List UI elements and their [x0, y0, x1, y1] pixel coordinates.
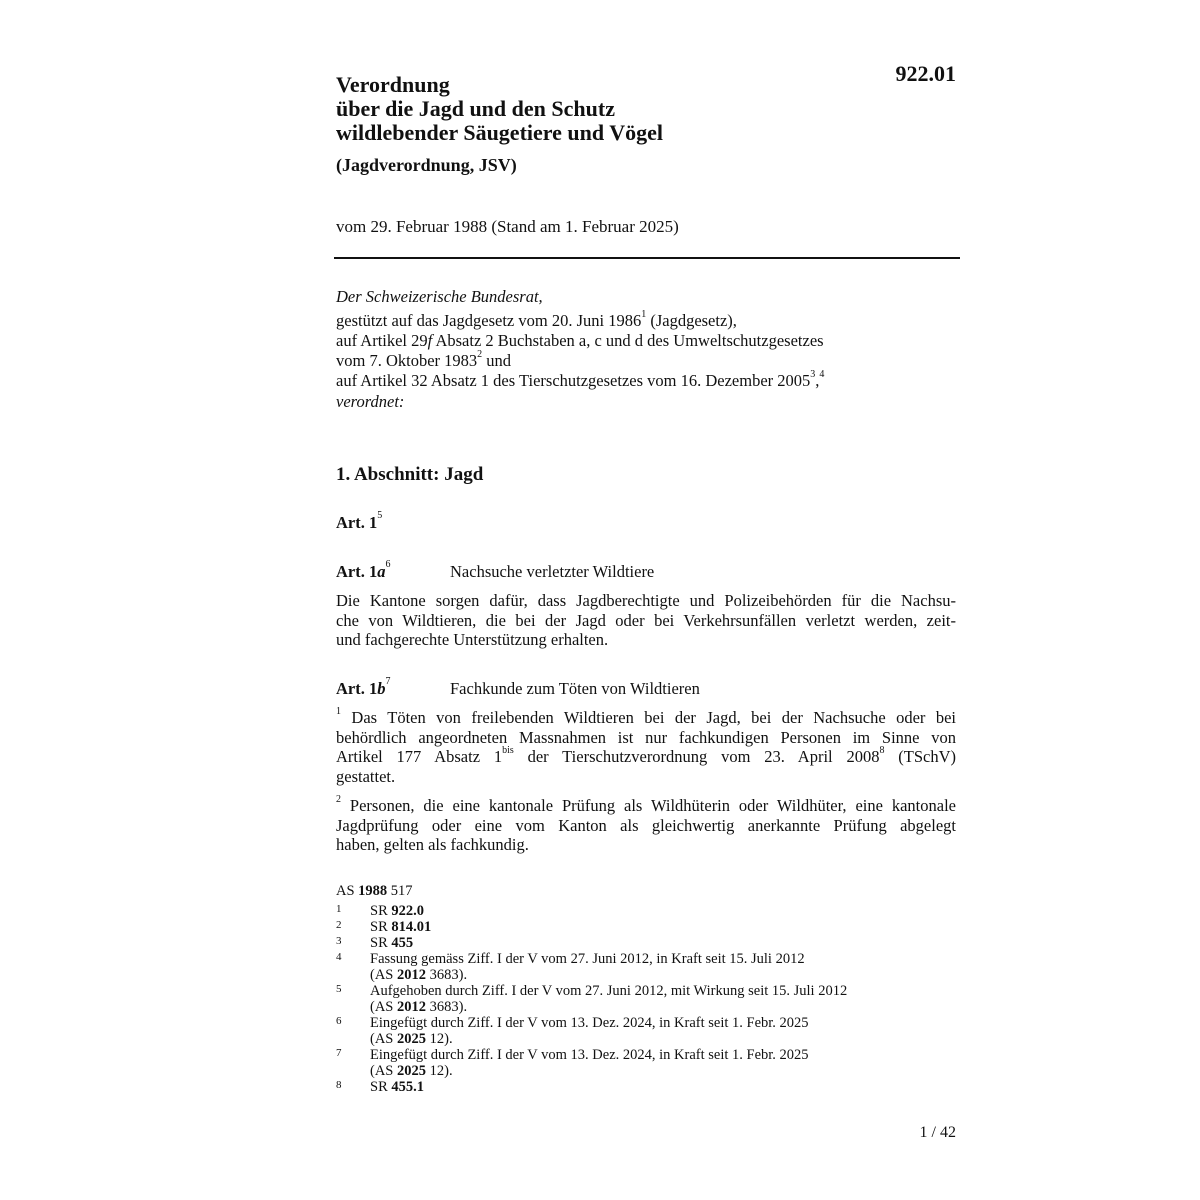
footnote-number: 3	[336, 935, 342, 947]
footnote	[336, 935, 956, 951]
preamble-text: auf Artikel 32 Absatz 1 des Tierschutzgesetzes vom 16. Dezember 2005	[336, 371, 811, 390]
footnote	[336, 903, 956, 919]
footnote-ref[interactable]: 4	[819, 369, 825, 380]
footnote-text	[370, 951, 805, 983]
footnote-text-bold[interactable]: 455.1	[391, 1079, 424, 1095]
paragraph-text-sup: bis	[502, 745, 514, 757]
article-label: Art. 1	[336, 562, 378, 581]
section-heading: 1. Abschnitt: Jagd	[336, 464, 484, 485]
title-line: wildlebender Säugetiere und Vögel	[336, 120, 663, 145]
article-heading	[336, 678, 700, 700]
paragraph-number: 2	[336, 794, 341, 805]
short-title: (Jagdverordnung, JSV)	[336, 155, 517, 175]
source-prefix: AS	[336, 883, 359, 899]
footnote-text-bold[interactable]: 814.01	[391, 919, 432, 935]
paragraph-line: haben, gelten als fachkundig.	[336, 835, 529, 855]
footnote-text	[370, 983, 847, 1015]
footnote-text-part: 3683).	[426, 967, 468, 983]
article-number	[336, 678, 450, 700]
footnote-text-part: (AS	[370, 1031, 397, 1047]
footnote-text-part: (AS	[370, 967, 397, 983]
paragraph-line	[336, 747, 956, 767]
paragraph-number: 1	[336, 706, 341, 717]
footnote-number: 7	[336, 1047, 342, 1059]
article-label: Art. 1	[336, 679, 378, 698]
footnote-text	[370, 1047, 809, 1079]
paragraph-text: Das Töten von freilebenden Wildtieren bei der Jagd, bei der Nachsuche oder bei	[341, 708, 956, 727]
preamble-line	[336, 351, 956, 371]
footnote-text-bold[interactable]: 2025	[397, 1031, 426, 1047]
preamble-text-italic: f	[427, 331, 433, 350]
footnote-text	[370, 903, 424, 919]
page-number: 1 / 42	[919, 1124, 956, 1141]
sr-number: 922.01	[895, 61, 956, 86]
footnote	[336, 1015, 956, 1047]
footnote-text-part: SR	[370, 1079, 392, 1095]
footnote-text-part: Aufgehoben durch Ziff. I der V vom 27. Juni 2012, mit Wirkung seit 15. Juli 2012	[370, 983, 848, 999]
footnote-number: 4	[336, 951, 342, 963]
footnote-text-part: 12).	[426, 1031, 453, 1047]
footnote-text-part: 12).	[426, 1063, 453, 1079]
title-line: Verordnung	[336, 72, 450, 97]
article-heading	[336, 512, 382, 534]
footnote	[336, 1047, 956, 1079]
article-paragraph	[336, 708, 956, 787]
footnote-number: 8	[336, 1079, 342, 1091]
article-title: Nachsuche verletzter Wildtiere	[450, 562, 655, 581]
footnote-text-bold[interactable]: 2012	[397, 999, 426, 1015]
paragraph-line: behördlich angeordneten Massnahmen ist nur fachkundigen Personen im Sinne von	[336, 727, 956, 747]
paragraph-line	[336, 796, 956, 816]
footnote-text-part: Eingefügt durch Ziff. I der V vom 13. Dez. 2024, in Kraft seit 1. Febr. 2025	[370, 1047, 809, 1063]
footnote-number: 6	[336, 1015, 342, 1027]
paragraph-line: und fachgerechte Unterstützung erhalten.	[336, 630, 609, 650]
footnote-ref[interactable]: 3	[810, 369, 816, 380]
footnote-ref[interactable]: 1	[641, 309, 647, 320]
footnote-text	[370, 935, 413, 951]
paragraph-line	[336, 708, 956, 728]
paragraph-line: gestattet.	[336, 767, 396, 787]
footnote-ref[interactable]: 7	[385, 676, 391, 687]
paragraph-text: Personen, die eine kantonale Prüfung als Wildhüterin oder Wildhüter, eine kantonale	[341, 796, 956, 815]
footnote	[336, 983, 956, 1015]
preamble-decrees: verordnet:	[336, 392, 405, 411]
preamble-text: ,	[815, 371, 820, 390]
footnote-number: 2	[336, 919, 342, 931]
paragraph-line: che von Wildtieren, die bei der Jagd oder bei Verkehrsunfällen verletzt werden, zeit-	[336, 610, 956, 630]
article-label: Art. 1	[336, 513, 378, 532]
footnote-text	[370, 919, 431, 935]
footnote-text-bold[interactable]: 455	[391, 935, 414, 951]
paragraph-line: Die Kantone sorgen dafür, dass Jagdberechtigte und Polizeibehörden für die Nachsu-	[336, 591, 956, 610]
paragraph-text: (TSchV)	[884, 747, 957, 767]
preamble-line	[336, 371, 956, 391]
footnote-text-bold[interactable]: 2025	[397, 1063, 426, 1079]
footnote-text-bold[interactable]: 922.0	[391, 903, 424, 919]
footnote-text-bold[interactable]: 2012	[397, 967, 426, 983]
article-paragraph	[336, 796, 956, 855]
preamble-text: und	[482, 351, 512, 370]
footnote-ref[interactable]: 5	[377, 510, 383, 521]
preamble-authority: Der Schweizerische Bundesrat,	[336, 287, 543, 306]
footnote-text-part: Eingefügt durch Ziff. I der V vom 13. Dez. 2024, in Kraft seit 1. Febr. 2025	[370, 1015, 809, 1031]
title-line: über die Jagd und den Schutz	[336, 96, 615, 121]
preamble-text: vom 7. Oktober 1983	[336, 351, 478, 370]
footnote-text	[370, 1015, 809, 1047]
footnote-text-part: 3683).	[426, 999, 468, 1015]
footnote	[336, 1079, 956, 1095]
article-suffix: a	[377, 562, 386, 581]
preamble-line	[336, 331, 956, 351]
footnote-ref[interactable]: 8	[879, 745, 885, 757]
header-divider	[334, 257, 960, 259]
footnote-text-part: Fassung gemäss Ziff. I der V vom 27. Juni 2012, in Kraft seit 15. Juli 2012	[370, 951, 805, 967]
footnote-text-part: (AS	[370, 1063, 397, 1079]
article-heading	[336, 561, 654, 583]
preamble-text: gestützt auf das Jagdgesetz vom 20. Juni 1986	[336, 311, 642, 330]
footnote-ref[interactable]: 6	[385, 559, 391, 570]
paragraph-text: Artikel 177 Absatz 1	[336, 747, 503, 767]
article-title: Fachkunde zum Töten von Wildtieren	[450, 679, 700, 698]
footnote	[336, 951, 956, 983]
article-paragraph	[336, 591, 956, 650]
preamble-text: auf Artikel 29	[336, 331, 428, 350]
paragraph-text: der Tierschutzverordnung vom 23. April 2008	[513, 747, 880, 767]
official-source	[336, 882, 413, 900]
footnote-text-part: SR	[370, 935, 392, 951]
source-page: 517	[387, 883, 413, 899]
date-line: vom 29. Februar 1988 (Stand am 1. Februar 2025)	[336, 217, 679, 236]
preamble	[336, 287, 956, 412]
preamble-text: (Jagdgesetz),	[646, 311, 737, 330]
footnotes	[336, 903, 956, 1095]
source-year: 1988	[358, 883, 388, 899]
ordinance-title	[336, 73, 856, 145]
footnote-number: 5	[336, 983, 342, 995]
footnote-ref[interactable]: 2	[477, 349, 483, 360]
footnote-text-part: (AS	[370, 999, 397, 1015]
footnote-text	[370, 1079, 424, 1095]
article-suffix: b	[377, 679, 386, 698]
preamble-line	[336, 311, 956, 331]
footnote	[336, 919, 956, 935]
paragraph-line: Jagdprüfung oder eine vom Kanton als gleichwertig anerkannte Prüfung abgelegt	[336, 815, 956, 835]
footnote-number: 1	[336, 903, 342, 915]
footnote-text-part: SR	[370, 903, 392, 919]
article-number	[336, 561, 450, 583]
preamble-text: Absatz 2 Buchstaben a, c und d des Umweltschutzgesetzes	[432, 331, 824, 350]
footnote-text-part: SR	[370, 919, 392, 935]
